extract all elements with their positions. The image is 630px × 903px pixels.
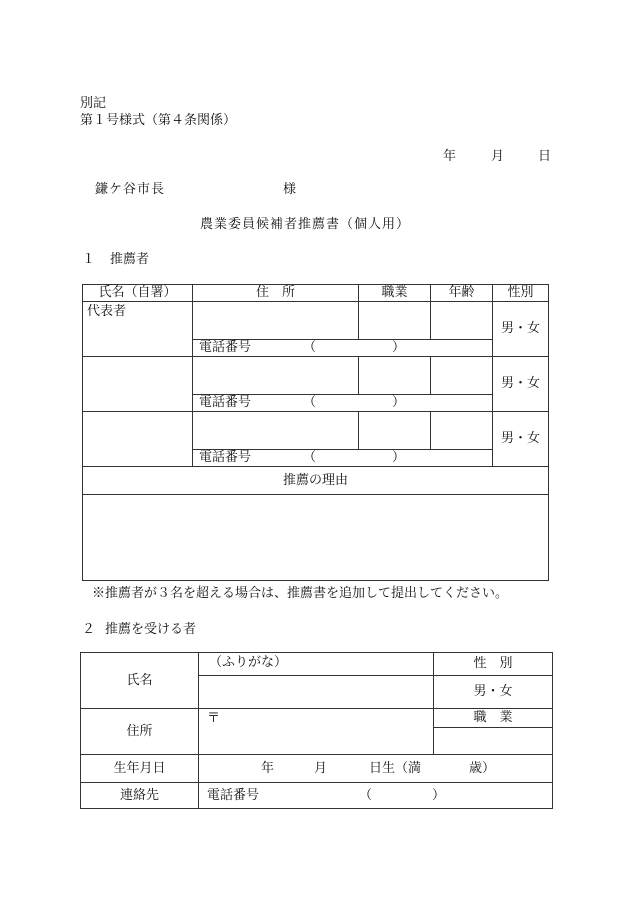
- recommender-3-address[interactable]: [193, 412, 359, 450]
- recommender-2-age[interactable]: [431, 357, 493, 395]
- recommender-3-gender[interactable]: 男・女: [493, 412, 549, 467]
- section2-heading: 推薦を受ける者: [105, 622, 197, 637]
- nominee-birth-label: 生年月日: [81, 755, 199, 783]
- recommender-1-age[interactable]: [431, 302, 493, 340]
- recommender-2-occupation[interactable]: [359, 357, 431, 395]
- recommender-3-age[interactable]: [431, 412, 493, 450]
- addressee: 鎌ケ谷市長: [95, 182, 166, 197]
- form-number: 第１号様式（第４条関係）: [80, 113, 237, 128]
- date-year-label: 年: [443, 149, 457, 164]
- col-header-occupation: 職業: [359, 285, 431, 302]
- reason-label: 推薦の理由: [83, 467, 549, 495]
- section2-number: ２: [82, 622, 96, 637]
- nominee-name-field[interactable]: [199, 676, 434, 709]
- recommender-1-gender[interactable]: 男・女: [493, 302, 549, 357]
- date-day-label: 日: [538, 149, 552, 164]
- furigana-label: （ふりがな）: [209, 655, 288, 670]
- col-header-address: 住 所: [193, 285, 359, 302]
- section1-number: １: [82, 252, 96, 267]
- nominee-gender-field[interactable]: 男・女: [434, 676, 553, 709]
- appendix-label: 別記: [80, 96, 107, 111]
- nominee-furigana-field[interactable]: [199, 653, 434, 676]
- nominee-phone-field[interactable]: 電話番号 （ ）: [199, 783, 553, 809]
- recommender-3-name[interactable]: [83, 412, 193, 467]
- nominee-address-field[interactable]: [199, 709, 434, 755]
- recommender-3-occupation[interactable]: [359, 412, 431, 450]
- recommender-2-gender[interactable]: 男・女: [493, 357, 549, 412]
- nominee-birth-field[interactable]: 年 月 日生（満 歳）: [199, 755, 553, 783]
- nominee-address-label: 住所: [81, 709, 199, 755]
- nominee-name-label: 氏名: [81, 653, 199, 709]
- nominee-occupation-label: 職 業: [434, 709, 553, 728]
- recommender-2-phone[interactable]: 電話番号 （ ）: [193, 395, 549, 412]
- nominee-gender-label: 性 別: [434, 653, 553, 676]
- nominee-table: [80, 652, 553, 809]
- recommenders-table: [82, 284, 549, 581]
- postal-mark: 〒: [207, 711, 221, 726]
- date-month-label: 月: [491, 149, 505, 164]
- section1-heading: 推薦者: [110, 252, 150, 267]
- addressee-honorific: 様: [283, 182, 297, 197]
- representative-label: 代表者: [87, 304, 127, 319]
- nominee-contact-label: 連絡先: [81, 783, 199, 809]
- nominee-occupation-field[interactable]: [434, 728, 553, 755]
- recommender-2-name[interactable]: [83, 357, 193, 412]
- recommender-note: ※推薦者が３名を超える場合は、推薦書を追加して提出してください。: [92, 586, 509, 601]
- col-header-gender: 性別: [493, 285, 549, 302]
- recommender-2-address[interactable]: [193, 357, 359, 395]
- recommender-1-occupation[interactable]: [359, 302, 431, 340]
- col-header-age: 年齢: [431, 285, 493, 302]
- recommender-1-name[interactable]: [83, 302, 193, 357]
- recommender-1-phone[interactable]: 電話番号 （ ）: [193, 340, 549, 357]
- recommender-1-address[interactable]: [193, 302, 359, 340]
- document-title: 農業委員候補者推薦書（個人用）: [200, 217, 411, 232]
- recommender-3-phone[interactable]: 電話番号 （ ）: [193, 450, 549, 467]
- col-header-name: 氏名（自署）: [83, 285, 193, 302]
- reason-field[interactable]: [83, 495, 549, 581]
